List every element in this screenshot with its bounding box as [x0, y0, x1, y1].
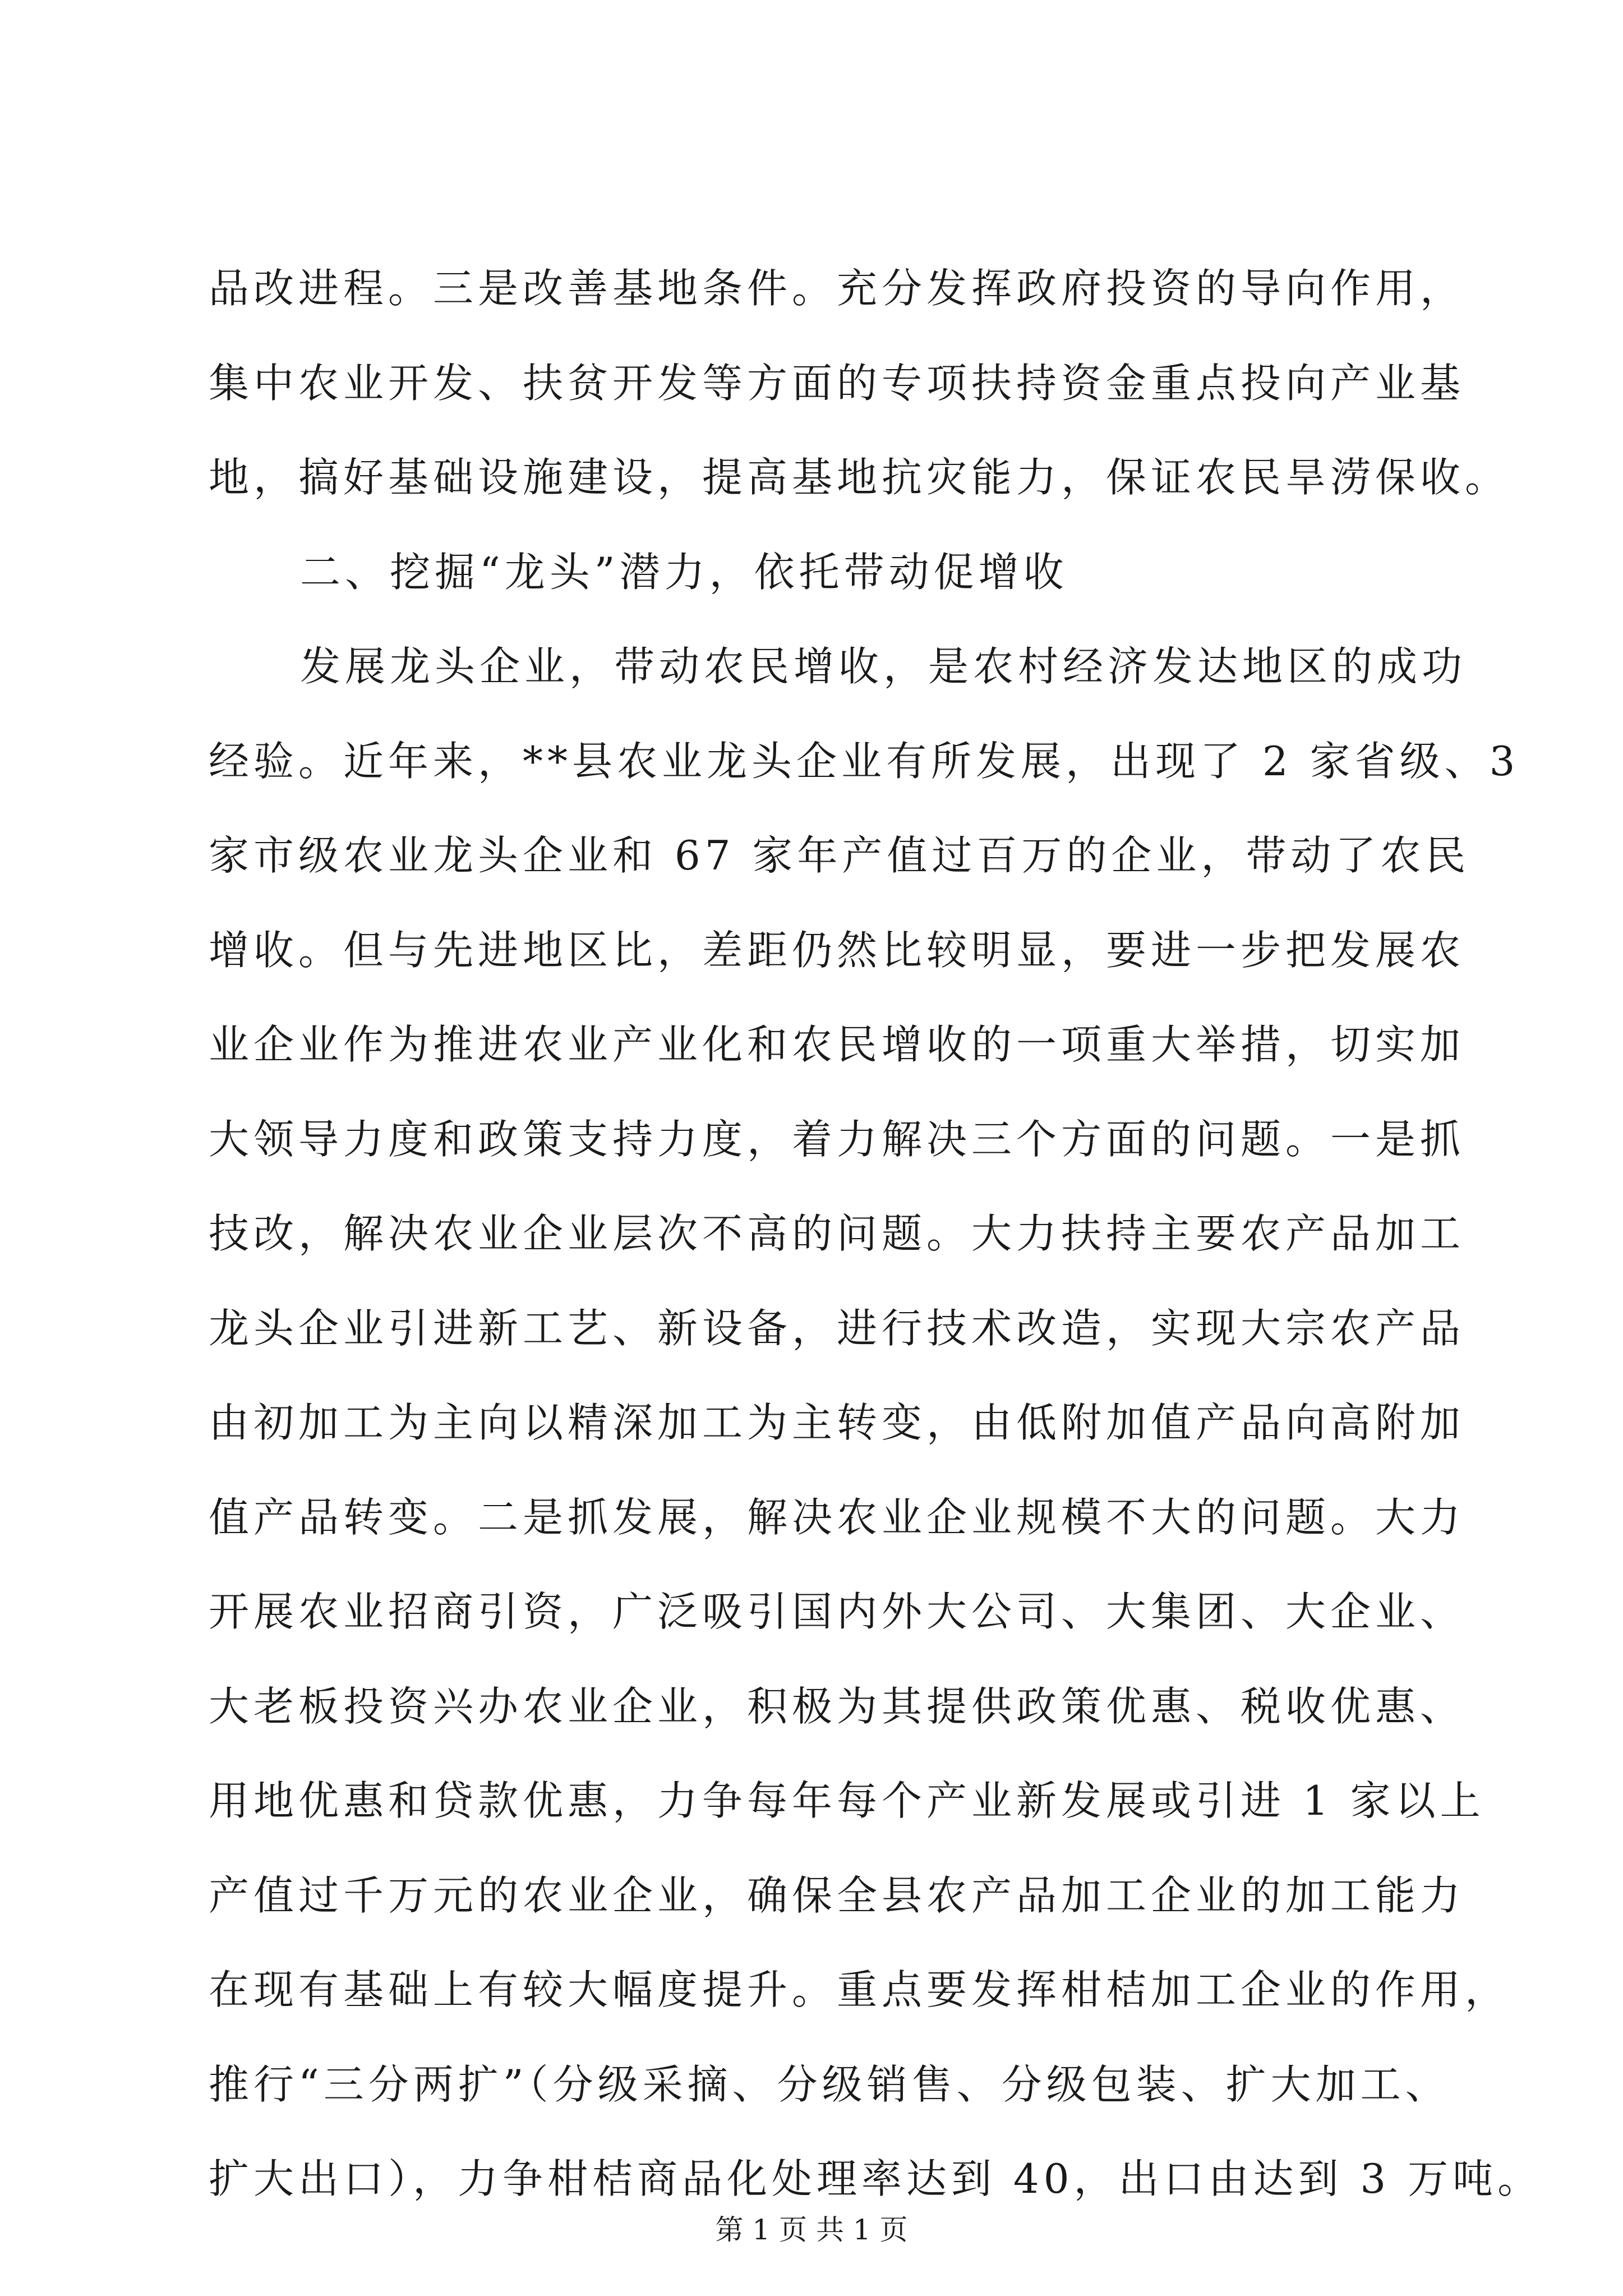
text-line: 家市级农业龙头企业和 67 家年产值过百万的企业，带动了农民	[209, 832, 1470, 879]
text-line: 发展龙头企业，带动农民增收，是农村经济发达地区的成功	[300, 643, 1467, 690]
text-line: 由初加工为主向以精深加工为主转变，由低附加值产品向高附加	[209, 1399, 1465, 1446]
page-footer: 第 1 页 共 1 页	[715, 2214, 908, 2246]
text-line: 开展农业招商引资，广泛吸引国内外大公司、大集团、大企业、	[209, 1588, 1465, 1635]
text-line: 在现有基础上有较大幅度提升。重点要发挥柑桔加工企业的作用，	[209, 1966, 1510, 2013]
text-line: 大老板投资兴办农业企业，积极为其提供政策优惠、税收优惠、	[209, 1683, 1465, 1730]
section-heading: 二、挖掘“龙头”潜力，依托带动促增收	[300, 549, 1068, 596]
text-line: 推行“三分两扩”（分级采摘、分级销售、分级包装、扩大加工、	[209, 2061, 1450, 2108]
text-line: 技改，解决农业企业层次不高的问题。大力扶持主要农产品加工	[209, 1210, 1465, 1257]
text-line: 业企业作为推进农业产业化和农民增收的一项重大举措，切实加	[209, 1021, 1465, 1068]
text-line: 值产品转变。二是抓发展，解决农业企业规模不大的问题。大力	[209, 1494, 1465, 1541]
text-line: 大领导力度和政策支持力度，着力解决三个方面的问题。一是抓	[209, 1116, 1465, 1163]
text-line: 产值过千万元的农业企业，确保全县农产品加工企业的加工能力	[209, 1872, 1465, 1919]
text-line: 品改进程。三是改善基地条件。充分发挥政府投资的导向作用，	[209, 265, 1465, 312]
text-line: 经验。近年来，**县农业龙头企业有所发展，出现了 2 家省级、3	[209, 738, 1520, 785]
text-line: 地，搞好基础设施建设，提高基地抗灾能力，保证农民旱涝保收。	[209, 454, 1510, 501]
text-line: 扩大出口），力争柑桔商品化处理率达到 40，出口由达到 3 万吨。	[209, 2155, 1543, 2202]
text-line: 增收。但与先进地区比，差距仍然比较明显，要进一步把发展农	[209, 927, 1465, 974]
text-line: 龙头企业引进新工艺、新设备，进行技术改造，实现大宗农产品	[209, 1305, 1465, 1352]
text-line: 用地优惠和贷款优惠，力争每年每个产业新发展或引进 1 家以上	[209, 1777, 1485, 1824]
text-line: 集中农业开发、扶贫开发等方面的专项扶持资金重点投向产业基	[209, 360, 1465, 407]
